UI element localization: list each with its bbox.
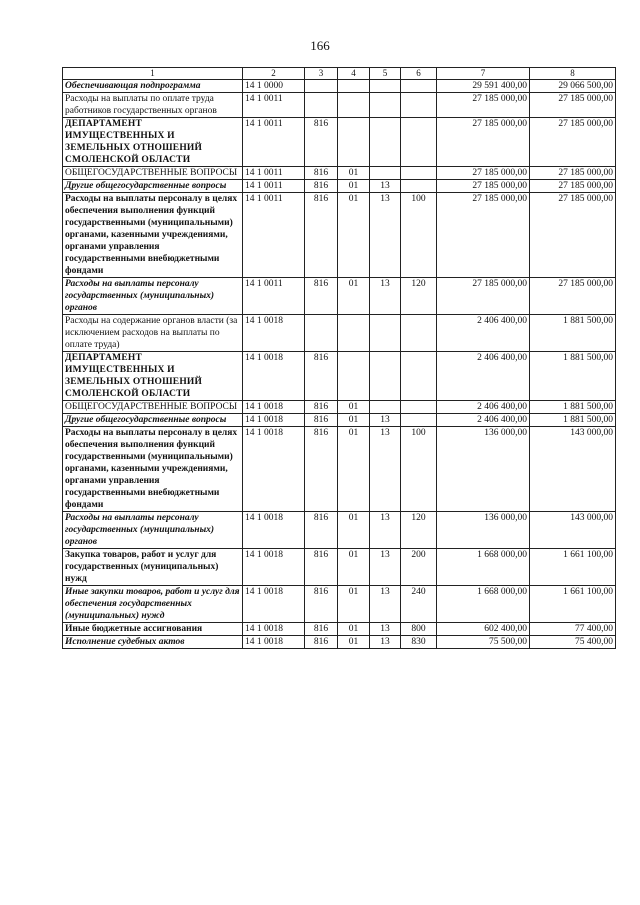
- section-code: 01: [338, 549, 370, 586]
- row-name: Другие общегосударственные вопросы: [63, 180, 243, 193]
- expense-type-code: 830: [401, 636, 437, 649]
- column-header: 7: [437, 68, 530, 80]
- section-code: 01: [338, 623, 370, 636]
- column-header-row: [63, 68, 616, 80]
- amount-year-1: 1 668 000,00: [437, 586, 530, 623]
- row-name: ОБЩЕГОСУДАРСТВЕННЫЕ ВОПРОСЫ: [63, 167, 243, 180]
- row-name: Расходы на выплаты персоналу государственных (муниципальных) органов: [63, 278, 243, 315]
- amount-year-2: 29 066 500,00: [530, 80, 616, 93]
- row-name: ДЕПАРТАМЕНТ ИМУЩЕСТВЕННЫХ И ЗЕМЕЛЬНЫХ ОТНОШЕНИЙ СМОЛЕНСКОЙ ОБЛАСТИ: [63, 352, 243, 401]
- amount-year-2: 77 400,00: [530, 623, 616, 636]
- amount-year-2: 1 881 500,00: [530, 315, 616, 352]
- expense-type-code: [401, 167, 437, 180]
- admin-code: 816: [305, 427, 338, 512]
- table-row: [63, 427, 616, 512]
- row-name: Другие общегосударственные вопросы: [63, 414, 243, 427]
- amount-year-1: 136 000,00: [437, 512, 530, 549]
- amount-year-1: 27 185 000,00: [437, 278, 530, 315]
- row-name: Закупка товаров, работ и услуг для государственных (муниципальных) нужд: [63, 549, 243, 586]
- admin-code: 816: [305, 414, 338, 427]
- expense-type-code: 200: [401, 549, 437, 586]
- section-code: 01: [338, 193, 370, 278]
- subsection-code: 13: [370, 427, 401, 512]
- table-row: [63, 549, 616, 586]
- target-code: 14 1 0018: [243, 401, 305, 414]
- table-row: [63, 193, 616, 278]
- column-header: 8: [530, 68, 616, 80]
- row-name: Иные бюджетные ассигнования: [63, 623, 243, 636]
- row-name: Расходы на выплаты по оплате труда работников государственных органов: [63, 93, 243, 118]
- subsection-code: 13: [370, 278, 401, 315]
- admin-code: 816: [305, 636, 338, 649]
- table-row: [63, 315, 616, 352]
- column-header: 3: [305, 68, 338, 80]
- subsection-code: 13: [370, 512, 401, 549]
- expense-type-code: 100: [401, 427, 437, 512]
- target-code: 14 1 0018: [243, 623, 305, 636]
- amount-year-2: 143 000,00: [530, 427, 616, 512]
- row-name: Расходы на выплаты персоналу в целях обеспечения выполнения функций государственными (муниципальными) органами, казенными учреждениями, органами управления государственными внебюджетными фондами: [63, 193, 243, 278]
- subsection-code: [370, 118, 401, 167]
- amount-year-1: 27 185 000,00: [437, 167, 530, 180]
- budget-table: [62, 67, 616, 649]
- expense-type-code: 100: [401, 193, 437, 278]
- admin-code: [305, 80, 338, 93]
- target-code: 14 1 0011: [243, 278, 305, 315]
- column-header: 6: [401, 68, 437, 80]
- section-code: [338, 93, 370, 118]
- row-name: Расходы на выплаты персоналу государственных (муниципальных) органов: [63, 512, 243, 549]
- table-row: [63, 352, 616, 401]
- target-code: 14 1 0018: [243, 549, 305, 586]
- table-row: [63, 586, 616, 623]
- section-code: 01: [338, 401, 370, 414]
- admin-code: 816: [305, 180, 338, 193]
- subsection-code: 13: [370, 623, 401, 636]
- subsection-code: [370, 315, 401, 352]
- amount-year-1: 27 185 000,00: [437, 93, 530, 118]
- expense-type-code: [401, 401, 437, 414]
- amount-year-2: 1 881 500,00: [530, 401, 616, 414]
- amount-year-2: 1 661 100,00: [530, 549, 616, 586]
- target-code: 14 1 0011: [243, 93, 305, 118]
- section-code: [338, 118, 370, 167]
- table-row: [63, 401, 616, 414]
- amount-year-2: 75 400,00: [530, 636, 616, 649]
- amount-year-2: 27 185 000,00: [530, 278, 616, 315]
- target-code: 14 1 0000: [243, 80, 305, 93]
- target-code: 14 1 0018: [243, 512, 305, 549]
- admin-code: 816: [305, 278, 338, 315]
- amount-year-2: 27 185 000,00: [530, 167, 616, 180]
- amount-year-1: 27 185 000,00: [437, 180, 530, 193]
- subsection-code: [370, 352, 401, 401]
- subsection-code: 13: [370, 549, 401, 586]
- section-code: 01: [338, 427, 370, 512]
- table-row: [63, 167, 616, 180]
- table-row: [63, 118, 616, 167]
- amount-year-2: 1 881 500,00: [530, 414, 616, 427]
- amount-year-2: 27 185 000,00: [530, 118, 616, 167]
- table-row: [63, 414, 616, 427]
- subsection-code: 13: [370, 414, 401, 427]
- subsection-code: 13: [370, 586, 401, 623]
- admin-code: 816: [305, 623, 338, 636]
- section-code: [338, 80, 370, 93]
- admin-code: 816: [305, 352, 338, 401]
- target-code: 14 1 0011: [243, 167, 305, 180]
- admin-code: 816: [305, 193, 338, 278]
- expense-type-code: [401, 352, 437, 401]
- admin-code: 816: [305, 118, 338, 167]
- section-code: 01: [338, 636, 370, 649]
- section-code: 01: [338, 167, 370, 180]
- target-code: 14 1 0018: [243, 315, 305, 352]
- expense-type-code: [401, 93, 437, 118]
- target-code: 14 1 0018: [243, 427, 305, 512]
- admin-code: 816: [305, 512, 338, 549]
- row-name: Расходы на выплаты персоналу в целях обеспечения выполнения функций государственными (муниципальными) органами, казенными учреждениями, органами управления государственными внебюджетными фондами: [63, 427, 243, 512]
- expense-type-code: [401, 80, 437, 93]
- table-row: [63, 93, 616, 118]
- amount-year-2: 1 881 500,00: [530, 352, 616, 401]
- target-code: 14 1 0011: [243, 118, 305, 167]
- table-row: [63, 278, 616, 315]
- expense-type-code: [401, 180, 437, 193]
- subsection-code: [370, 80, 401, 93]
- expense-type-code: [401, 118, 437, 167]
- expense-type-code: 240: [401, 586, 437, 623]
- target-code: 14 1 0018: [243, 414, 305, 427]
- admin-code: 816: [305, 401, 338, 414]
- admin-code: [305, 93, 338, 118]
- section-code: 01: [338, 586, 370, 623]
- row-name: ДЕПАРТАМЕНТ ИМУЩЕСТВЕННЫХ И ЗЕМЕЛЬНЫХ ОТНОШЕНИЙ СМОЛЕНСКОЙ ОБЛАСТИ: [63, 118, 243, 167]
- column-header: 2: [243, 68, 305, 80]
- admin-code: 816: [305, 586, 338, 623]
- expense-type-code: 120: [401, 278, 437, 315]
- admin-code: 816: [305, 549, 338, 586]
- expense-type-code: [401, 414, 437, 427]
- subsection-code: 13: [370, 180, 401, 193]
- section-code: 01: [338, 180, 370, 193]
- subsection-code: 13: [370, 636, 401, 649]
- expense-type-code: 120: [401, 512, 437, 549]
- table-row: [63, 180, 616, 193]
- amount-year-2: 27 185 000,00: [530, 180, 616, 193]
- amount-year-1: 2 406 400,00: [437, 414, 530, 427]
- column-header: 4: [338, 68, 370, 80]
- amount-year-2: 27 185 000,00: [530, 193, 616, 278]
- amount-year-1: 29 591 400,00: [437, 80, 530, 93]
- amount-year-2: 1 661 100,00: [530, 586, 616, 623]
- column-header: 5: [370, 68, 401, 80]
- section-code: [338, 352, 370, 401]
- target-code: 14 1 0018: [243, 586, 305, 623]
- admin-code: [305, 315, 338, 352]
- expense-type-code: [401, 315, 437, 352]
- amount-year-1: 27 185 000,00: [437, 193, 530, 278]
- subsection-code: [370, 93, 401, 118]
- amount-year-1: 136 000,00: [437, 427, 530, 512]
- subsection-code: [370, 167, 401, 180]
- section-code: 01: [338, 414, 370, 427]
- target-code: 14 1 0018: [243, 636, 305, 649]
- admin-code: 816: [305, 167, 338, 180]
- row-name: Обеспечивающая подпрограмма: [63, 80, 243, 93]
- row-name: ОБЩЕГОСУДАРСТВЕННЫЕ ВОПРОСЫ: [63, 401, 243, 414]
- row-name: Иные закупки товаров, работ и услуг для обеспечения государственных (муниципальных) нужд: [63, 586, 243, 623]
- section-code: 01: [338, 512, 370, 549]
- amount-year-1: 27 185 000,00: [437, 118, 530, 167]
- section-code: [338, 315, 370, 352]
- table-row: [63, 623, 616, 636]
- page-number: 166: [310, 38, 330, 53]
- row-name: Расходы на содержание органов власти (за исключением расходов на выплаты по оплате труда): [63, 315, 243, 352]
- expense-type-code: 800: [401, 623, 437, 636]
- table-row: [63, 80, 616, 93]
- amount-year-1: 2 406 400,00: [437, 401, 530, 414]
- amount-year-1: 1 668 000,00: [437, 549, 530, 586]
- subsection-code: 13: [370, 193, 401, 278]
- amount-year-2: 27 185 000,00: [530, 93, 616, 118]
- target-code: 14 1 0018: [243, 352, 305, 401]
- amount-year-1: 602 400,00: [437, 623, 530, 636]
- amount-year-1: 75 500,00: [437, 636, 530, 649]
- column-header: 1: [63, 68, 243, 80]
- row-name: Исполнение судебных актов: [63, 636, 243, 649]
- target-code: 14 1 0011: [243, 193, 305, 278]
- subsection-code: [370, 401, 401, 414]
- target-code: 14 1 0011: [243, 180, 305, 193]
- amount-year-1: 2 406 400,00: [437, 315, 530, 352]
- amount-year-2: 143 000,00: [530, 512, 616, 549]
- amount-year-1: 2 406 400,00: [437, 352, 530, 401]
- table-row: [63, 512, 616, 549]
- section-code: 01: [338, 278, 370, 315]
- table-row: [63, 636, 616, 649]
